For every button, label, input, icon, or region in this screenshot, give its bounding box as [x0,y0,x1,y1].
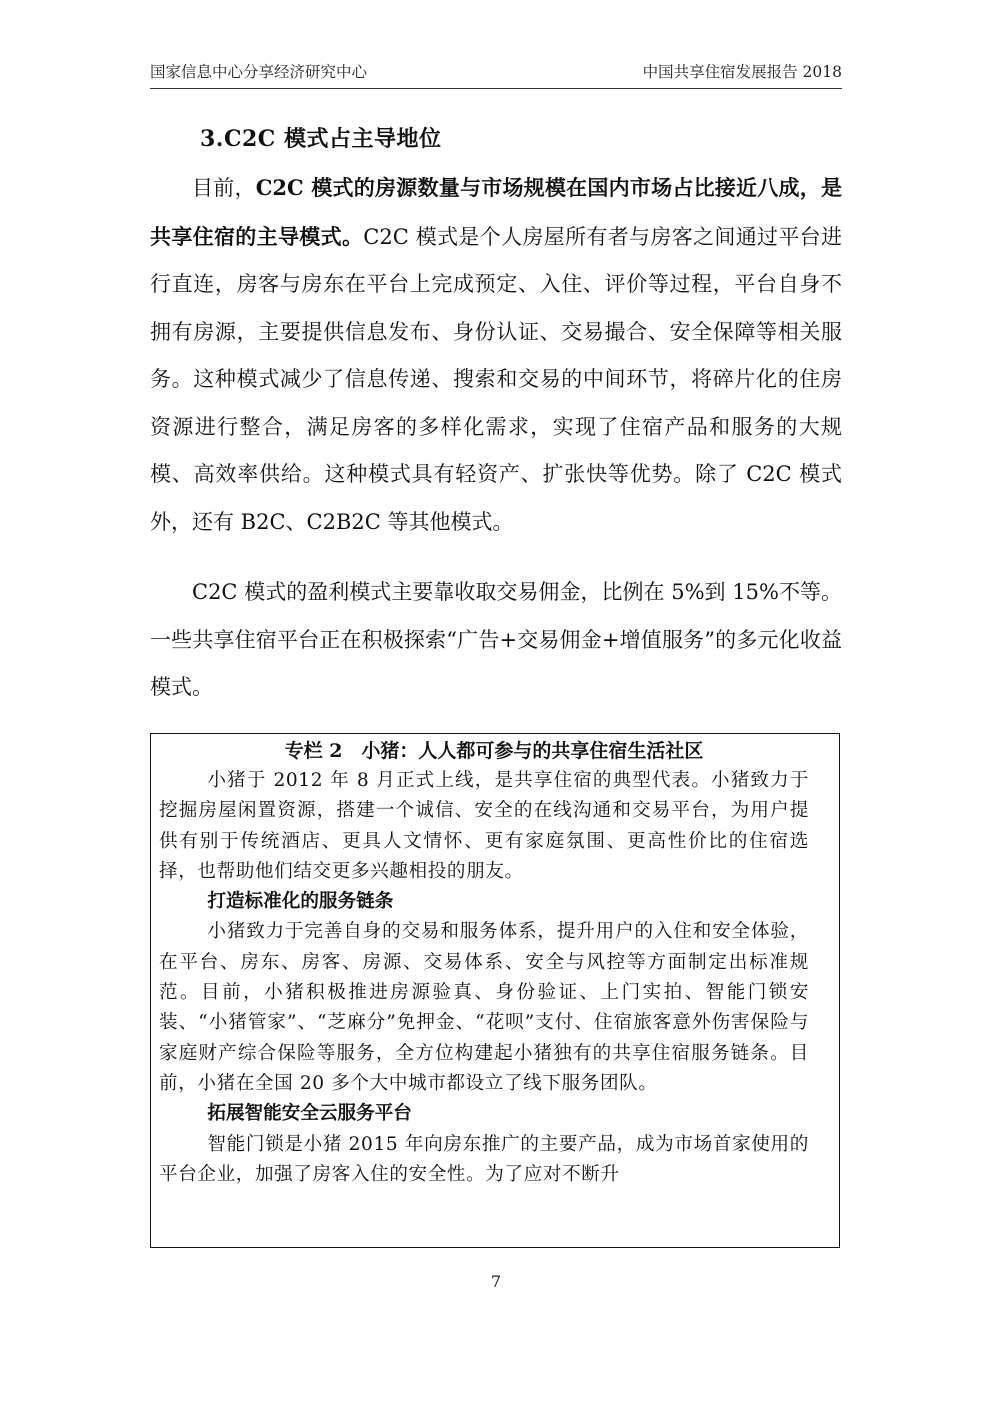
paragraph-emphasis: C2C 模式的房源数量与市场规模在国内市场占比接近八成，是共享住宿的主导模式。 [150,175,842,249]
body-paragraph-2: C2C 模式的盈利模式主要靠收取交易佣金，比例在 5%到 15%不等。一些共享住宿平台正在积极探索“广告+交易佣金+增值服务”的多元化收益模式。 [150,580,842,699]
box-intro: 小猪于 2012 年 8 月正式上线，是共享住宿的典型代表。小猪致力于挖掘房屋闲置资源，搭建一个诚信、安全的在线沟通和交易平台，为用户提供有别于传统酒店、更具人文情怀、更有家庭氛围、更高性价比的住宿选择，也帮助他们结交更多兴趣相投的朋友。 [159,770,809,882]
section-heading: 3.C2C 模式占主导地位 [200,126,442,152]
box-text-2: 智能门锁是小猪 2015 年向房东推广的主要产品，成为市场首家使用的平台企业，加强了房客入住的安全性。为了应对不断升 [159,1133,809,1185]
paragraph-lead: 目前， [192,176,256,200]
box-subheading-2: 拓展智能安全云服务平台 [207,1103,412,1125]
page-header [150,60,842,86]
header-report-title: 中国共享住宿发展报告 2018 [642,63,842,81]
paragraph-body: C2C 模式是个人房屋所有者与房客之间通过平台进行直连，房客与房东在平台上完成预定、入住、评价等过程，平台自身不拥有房源，主要提供信息发布、身份认证、交易撮合、安全保障等相关服务。这种模式减少了信息传递、搜索和交易的中间环节，将碎片化的住房资源进行整合，满足房客的多样化需求，实现了住宿产品和服务的大规模、高效率供给。这种模式具有轻资产、扩张快等优势。除了 C2C 模式外，还有 B2C、C2B2C 等其他模式。 [150,224,843,534]
header-divider [150,88,842,89]
page-number: 7 [490,1272,502,1291]
header-org: 国家信息中心分享经济研究中心 [150,63,368,81]
box-text-1: 小猪致力于完善自身的交易和服务体系，提升用户的入住和安全体验，在平台、房东、房客、房源、交易体系、安全与风控等方面制定出标准规范。目前，小猪积极推进房源验真、身份验证、上门实拍、智能门锁安装、“小猪管家”、“芝麻分”免押金、“花呗”支付、住宿旅客意外伤害保险与家庭财产综合保险等服务，全方位构建起小猪独有的共享住宿服务链条。目前，小猪在全国 20 多个大中城市都设立了线下服务团队。 [159,921,809,1094]
body-paragraph-1 [150,164,842,546]
sidebar-box [150,733,840,1248]
box-subheading-1: 打造标准化的服务链条 [207,891,394,913]
box-title: 专栏 2 小猪：人人都可参与的共享住宿生活社区 [284,740,704,762]
